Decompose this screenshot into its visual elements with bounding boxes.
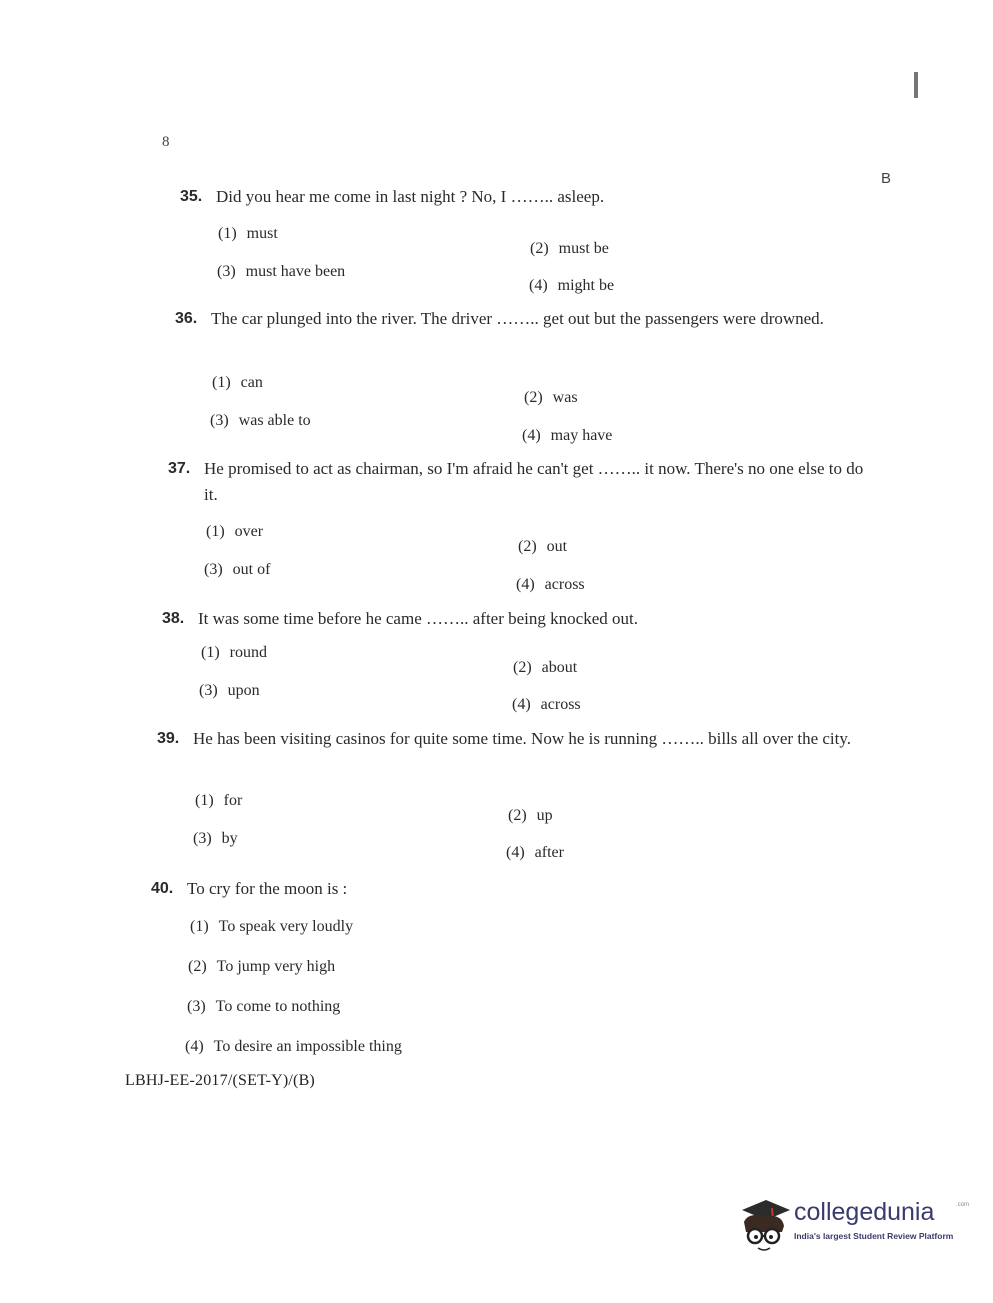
option-2: (2) To jump very high: [188, 958, 336, 975]
question-text: To cry for the moon is :: [187, 879, 348, 898]
option-3: (3) upon: [199, 682, 260, 699]
option-1: (1) for: [195, 792, 243, 809]
option-3: (3) out of: [204, 561, 271, 578]
option-4: (4) after: [506, 844, 564, 861]
option-1: (1) over: [206, 523, 264, 540]
brand-suffix: .com: [956, 1202, 970, 1208]
graduate-mascot-icon: [736, 1196, 792, 1258]
question-text: Did you hear me come in last night ? No, I …….. asleep.: [216, 187, 605, 206]
brand-tagline: India's largest Student Review Platform: [794, 1231, 954, 1241]
option-2: (2) up: [508, 807, 553, 824]
question-number: 37.: [168, 460, 191, 477]
question-text: It was some time before he came …….. after being knocked out.: [198, 609, 638, 628]
question-number: 38.: [162, 610, 185, 627]
option-1: (1) To speak very loudly: [190, 918, 354, 935]
option-4: (4) To desire an impossible thing: [185, 1038, 402, 1055]
option-2: (2) must be: [530, 240, 609, 257]
scan-mark: [914, 72, 918, 98]
option-3: (3) To come to nothing: [187, 998, 341, 1015]
set-letter: B: [881, 170, 892, 187]
brand-name: collegedunia: [794, 1198, 935, 1226]
option-3: (3) must have been: [217, 263, 346, 280]
option-2: (2) out: [518, 538, 568, 555]
option-4: (4) across: [516, 576, 585, 593]
option-4: (4) may have: [522, 427, 613, 444]
question-text: He has been visiting casinos for quite some time. Now he is running …….. bills all over the city.: [193, 729, 852, 748]
collegedunia-logo: [736, 1196, 970, 1258]
option-1: (1) round: [201, 644, 267, 661]
option-1: (1) must: [218, 225, 278, 242]
question-38: [162, 606, 872, 632]
question-36: [175, 306, 880, 332]
option-3: (3) by: [193, 830, 238, 847]
page-number: 8: [162, 134, 170, 150]
option-2: (2) was: [524, 389, 578, 406]
question-37: [168, 456, 873, 508]
question-35: [180, 184, 880, 210]
paper-code-footer: LBHJ-EE-2017/(SET-Y)/(B): [125, 1072, 315, 1089]
option-2: (2) about: [513, 659, 578, 676]
question-number: 35.: [180, 188, 203, 205]
option-1: (1) can: [212, 374, 263, 391]
question-number: 40.: [151, 880, 174, 897]
option-3: (3) was able to: [210, 412, 311, 429]
question-text: He promised to act as chairman, so I'm afraid he can't get …….. it now. There's no one else to do it.: [204, 459, 864, 504]
option-4: (4) might be: [529, 277, 615, 294]
question-40: [151, 876, 851, 902]
option-4: (4) across: [512, 696, 581, 713]
question-number: 39.: [157, 730, 180, 747]
question-text: The car plunged into the river. The driver …….. get out but the passengers were drowned.: [211, 309, 824, 328]
question-number: 36.: [175, 310, 198, 327]
question-39: [157, 726, 867, 752]
